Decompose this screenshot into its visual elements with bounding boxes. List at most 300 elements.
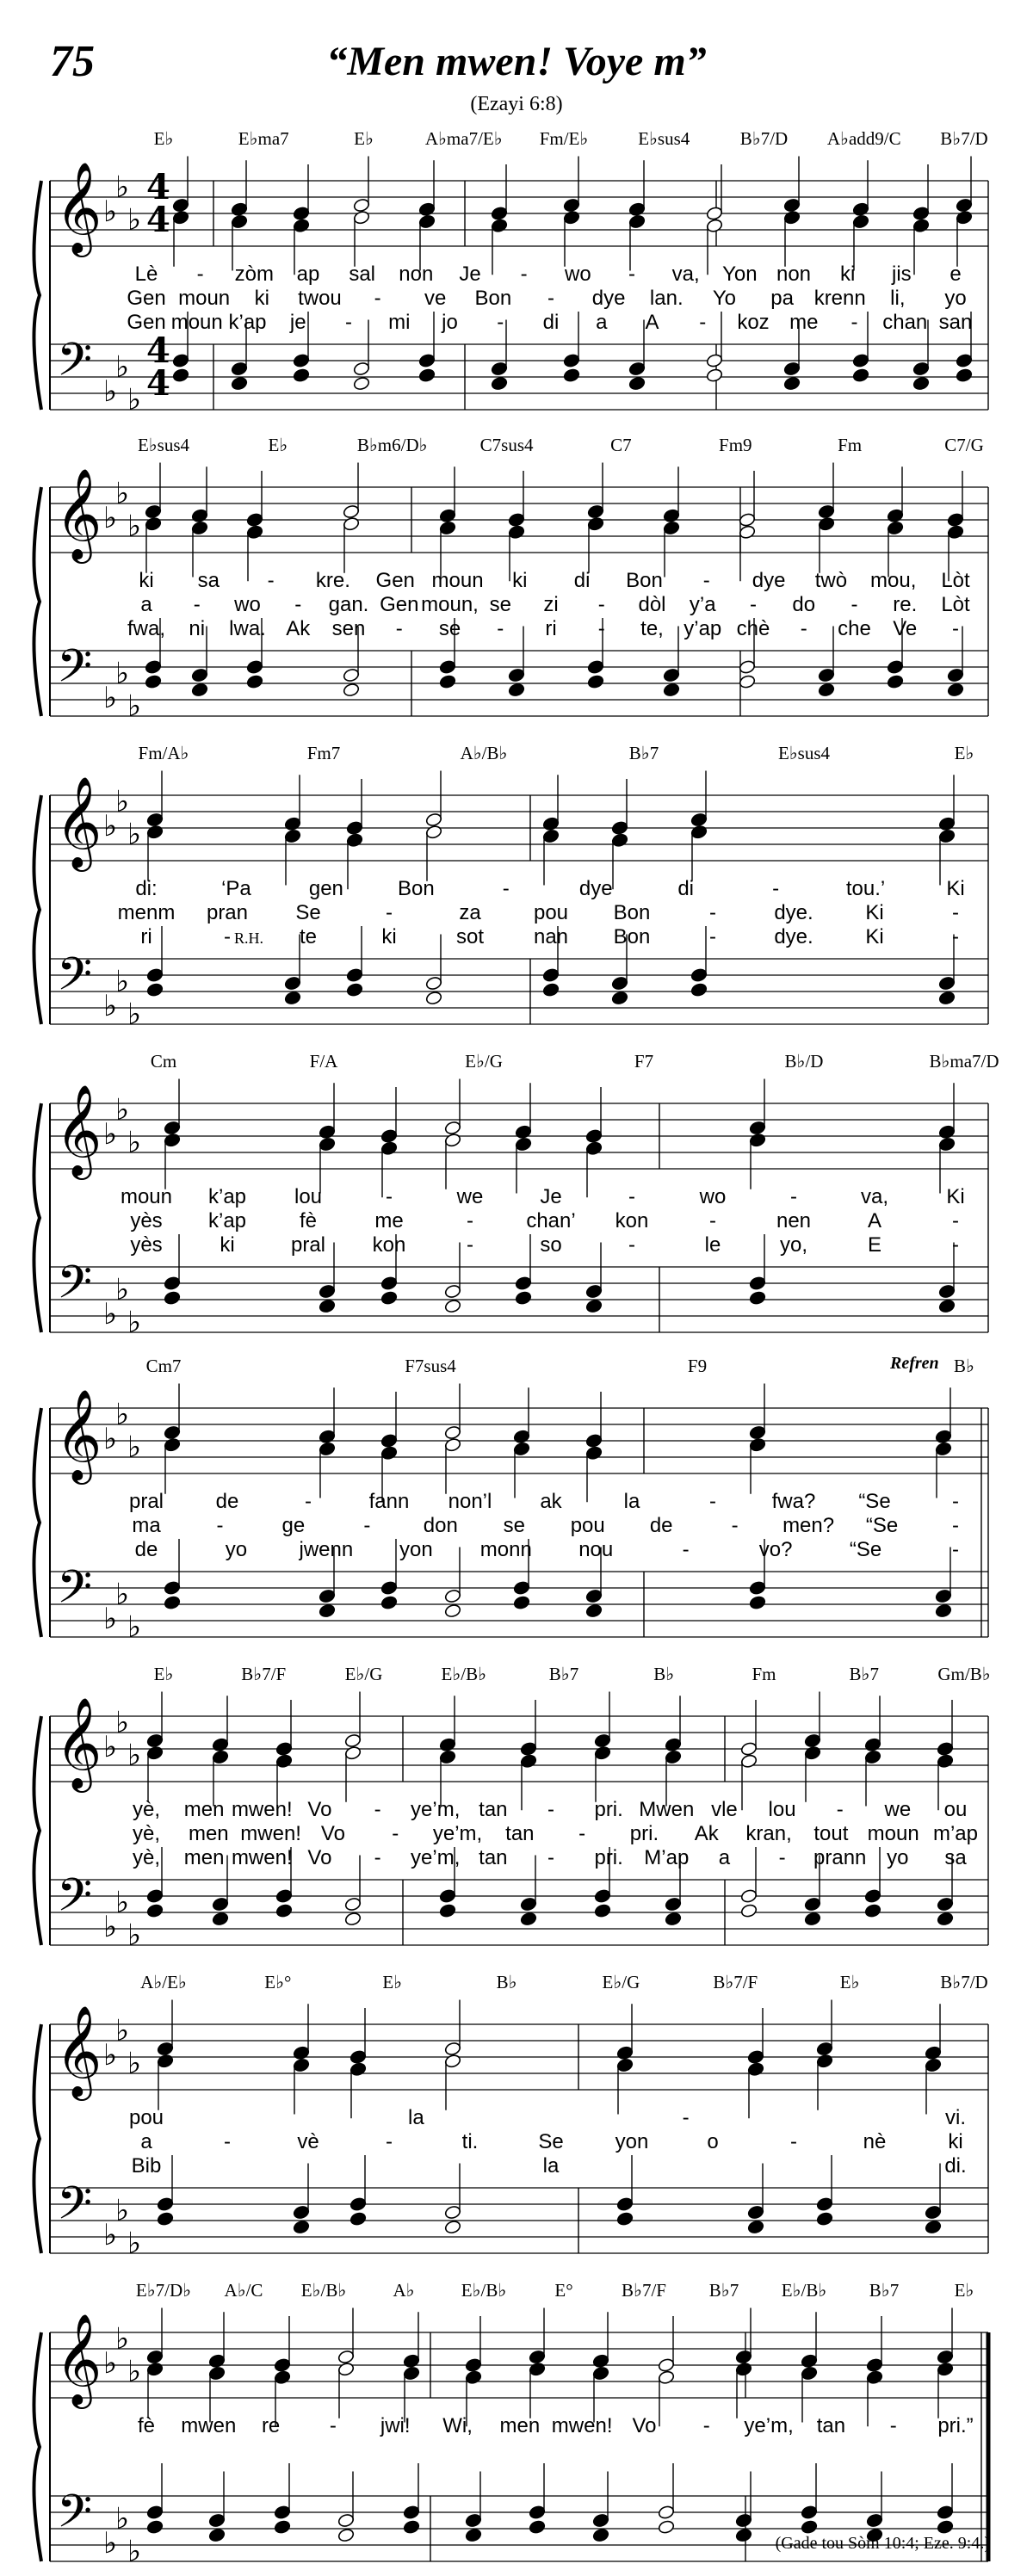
chord-symbol: E♭sus4 <box>137 435 190 455</box>
lyric-syllable: Lòt <box>941 593 970 616</box>
chord-symbol: B♭7/F <box>241 1664 287 1684</box>
chord-symbols <box>140 1972 988 1992</box>
lyric-syllable: Yo <box>712 287 737 310</box>
lyric-syllable: Gen <box>127 311 166 334</box>
system-brace <box>34 2024 41 2253</box>
lyric-syllable: we <box>884 1798 912 1821</box>
treble-clef-icon: 𝄞 <box>55 2313 102 2405</box>
right-hand-annotation: R.H. <box>234 930 264 947</box>
flat-sign-icon: ♭ <box>127 689 142 724</box>
chord-symbol: A♭/C <box>224 2280 263 2301</box>
lyric-syllable: don <box>423 1514 458 1537</box>
lyric-syllable: mwen <box>181 2414 237 2437</box>
music-system <box>34 1051 999 1332</box>
lyric-syllable: yè, <box>132 1822 161 1845</box>
flat-sign-icon: ♭ <box>103 1117 118 1152</box>
lyric-syllable: li, <box>890 287 906 310</box>
flat-sign-icon: ♭ <box>115 1885 130 1920</box>
lyric-syllable: lwa. <box>229 617 266 640</box>
lyric-syllable: men <box>183 1846 225 1869</box>
lyric-syllable: la <box>623 1490 640 1513</box>
lyric-syllable: - <box>547 1798 554 1821</box>
notes <box>157 2000 942 2235</box>
lyric-syllable: Ki <box>946 1185 965 1208</box>
chord-symbol: B♭7 <box>708 2280 739 2301</box>
lyric-syllable: di: <box>135 877 158 900</box>
lyric-syllable: Se <box>538 2130 564 2153</box>
lyric-syllable: Lòt <box>941 569 970 592</box>
lyric-syllable: Gen <box>380 593 419 616</box>
chord-symbol: E♭sus4 <box>777 743 831 763</box>
chord-symbol: E♭ma7 <box>238 128 289 149</box>
chord-symbol: E° <box>554 2280 573 2301</box>
lyric-syllable: dye. <box>774 901 813 924</box>
flat-sign-icon: ♭ <box>127 1918 142 1953</box>
lyric-syllable: - <box>851 593 858 616</box>
chord-symbol: B♭ <box>496 1972 517 1992</box>
lyric-syllable: yès <box>130 1233 163 1257</box>
flat-sign-icon: ♭ <box>115 2321 130 2357</box>
lyric-syllable: - <box>952 925 959 948</box>
lyric-syllable: re. <box>893 593 918 616</box>
chord-symbol: C7/G <box>944 435 984 455</box>
chord-symbol: Fm <box>838 435 863 455</box>
lyric-syllable: dye <box>752 569 786 592</box>
lyric-syllable: pri. <box>594 1798 623 1821</box>
lyric-syllable: Yon <box>722 263 758 286</box>
lyric-line <box>138 2414 974 2437</box>
treble-staff <box>50 1716 988 1782</box>
lyric-syllable: me <box>374 1209 404 1232</box>
treble-clef-icon: 𝄞 <box>55 1696 102 1788</box>
lyric-syllable: pou <box>570 1514 605 1537</box>
lyric-line <box>135 263 962 286</box>
lyric-syllable: yo <box>887 1846 909 1869</box>
time-signature: 4 <box>146 330 170 371</box>
flat-sign-icon: ♭ <box>115 964 130 999</box>
lyric-syllable: te, <box>640 617 664 640</box>
lyric-syllable: de <box>649 1514 673 1537</box>
chord-symbol: B♭7/D <box>940 128 988 149</box>
lyric-line <box>118 901 959 924</box>
lyric-syllable: Bon <box>397 877 435 900</box>
lyric-syllable: dòl <box>638 593 666 616</box>
treble-clef-icon: 𝄞 <box>55 1388 102 1480</box>
system-brace <box>34 795 41 1024</box>
flat-sign-icon: ♭ <box>127 2046 142 2081</box>
lyric-syllable: dye. <box>774 925 813 948</box>
chord-symbol: Fm <box>752 1664 776 1684</box>
notes <box>146 771 956 1006</box>
lyric-syllable: - <box>836 1798 844 1821</box>
chord-symbol: A♭add9/C <box>826 128 901 149</box>
lyric-syllable: wo <box>699 1185 727 1208</box>
lyric-syllable: vle <box>711 1798 738 1821</box>
flat-sign-icon: ♭ <box>115 656 130 691</box>
chord-symbol: E♭/G <box>602 1972 640 1992</box>
treble-staff <box>50 181 988 246</box>
lyric-syllable: - <box>267 569 275 592</box>
lyric-syllable: - <box>952 617 959 640</box>
lyric-syllable: kon <box>615 1209 649 1232</box>
lyric-syllable: - <box>294 593 302 616</box>
lyric-syllable: moun, <box>421 593 479 616</box>
chord-symbol: E♭ <box>153 128 174 149</box>
lyric-syllable: - <box>709 1490 716 1513</box>
lyric-syllable: - <box>699 311 707 334</box>
treble-clef-icon: 𝄞 <box>55 467 102 559</box>
time-signature: 4 <box>146 200 170 240</box>
lyric-syllable: do <box>792 593 816 616</box>
lyric-syllable: - <box>709 901 716 924</box>
lyric-syllable: - <box>709 925 716 948</box>
lyric-line <box>127 311 972 334</box>
lyric-syllable: ye’m, <box>411 1846 461 1869</box>
lyric-syllable: a <box>718 1846 731 1869</box>
lyric-syllable: yo, <box>779 1233 808 1257</box>
bass-clef-icon: 𝄢 <box>57 1257 93 1320</box>
lyric-syllable: - <box>374 1846 381 1869</box>
lyric-syllable: ge <box>281 1514 306 1537</box>
song-title: “Men mwen! Voye m” <box>326 39 707 84</box>
lyric-syllable: ki <box>381 925 397 948</box>
lyric-syllable: moun <box>867 1822 919 1845</box>
lyric-syllable: - <box>196 263 204 286</box>
lyric-syllable: lou <box>294 1185 323 1208</box>
time-signature: 4 <box>146 363 170 404</box>
lyric-syllable: - <box>628 263 635 286</box>
lyric-syllable: mwen! <box>551 2414 613 2437</box>
lyric-syllable: Ve <box>893 617 918 640</box>
flat-sign-icon: ♭ <box>115 1705 130 1740</box>
lyric-syllable: te <box>299 925 318 948</box>
lyric-syllable: gan. <box>328 593 369 616</box>
song-number: 75 <box>50 37 95 86</box>
lyric-syllable: - <box>778 1846 786 1869</box>
flat-sign-icon: ♭ <box>103 195 118 229</box>
chord-symbol: Fm/A♭ <box>138 743 189 763</box>
chord-symbol: Fm7 <box>306 743 341 763</box>
lyric-syllable: - <box>772 877 780 900</box>
lyric-syllable: e <box>949 263 962 286</box>
lyric-syllable: Vo <box>307 1846 332 1869</box>
lyric-syllable: - <box>597 593 605 616</box>
lyric-line <box>133 1846 967 1869</box>
lyric-syllable: la <box>542 2154 560 2178</box>
lyric-syllable: non <box>776 263 812 286</box>
lyric-syllable: twou <box>298 287 342 310</box>
lyric-syllable: yon <box>615 2130 649 2153</box>
lyric-syllable: - <box>547 1846 554 1869</box>
lyric-syllable: Ak <box>286 617 311 640</box>
lyric-syllable: yès <box>130 1209 163 1232</box>
chord-symbol: B♭7/D <box>739 128 789 149</box>
flat-sign-icon: ♭ <box>103 2218 118 2252</box>
lyric-syllable: k’ap <box>207 1209 247 1232</box>
flat-sign-icon: ♭ <box>115 1577 130 1612</box>
chord-symbols <box>136 2280 974 2301</box>
lyric-syllable: za <box>459 901 481 924</box>
lyric-syllable: Ak <box>694 1822 719 1845</box>
lyric-syllable: pran <box>206 901 249 924</box>
lyric-syllable: ye’m, <box>432 1822 483 1845</box>
lyric-syllable: prann <box>813 1846 867 1869</box>
lyric-syllable: - <box>497 311 504 334</box>
lyric-syllable: le <box>704 1233 721 1257</box>
chord-symbol: E♭° <box>264 1972 292 1992</box>
system-brace <box>34 181 41 410</box>
lyric-syllable: de <box>215 1490 239 1513</box>
lyric-syllable: - <box>467 1233 473 1257</box>
lyric-syllable: krenn <box>813 287 866 310</box>
lyric-syllable: y’ap <box>684 617 722 640</box>
lyric-syllable: nou <box>578 1538 614 1561</box>
lyric-syllable: moun <box>178 287 231 310</box>
chord-symbol: B♭ma7/D <box>929 1051 999 1072</box>
lyric-syllable: tou.’ <box>845 877 886 900</box>
lyric-syllable: Gen <box>375 569 415 592</box>
chord-symbol: B♭m6/D♭ <box>356 435 428 455</box>
chord-symbol: Cm <box>150 1051 177 1072</box>
flat-sign-icon: ♭ <box>127 2226 142 2261</box>
bass-staff <box>50 2188 988 2253</box>
lyric-syllable: sa <box>944 1846 967 1869</box>
lyric-syllable: ak <box>540 1490 562 1513</box>
chord-symbols <box>151 1051 999 1072</box>
chord-symbol: E♭ <box>839 1972 860 1992</box>
lyric-syllable: yè, <box>132 1798 161 1821</box>
lyric-syllable: che <box>838 617 871 640</box>
bass-clef-icon: 𝄢 <box>57 1869 93 1933</box>
chord-symbol: B♭7/F <box>713 1972 758 1992</box>
lyric-syllable: yo <box>225 1538 248 1561</box>
lyric-syllable: jis <box>891 263 912 286</box>
lyric-syllable: mou, <box>870 569 917 592</box>
lyric-syllable: ki <box>948 2130 963 2153</box>
lyric-syllable: chan’ <box>526 1209 576 1232</box>
lyric-syllable: Ki <box>946 877 965 900</box>
bass-staff <box>50 651 988 716</box>
lyric-syllable: ki <box>839 263 856 286</box>
lyric-line <box>135 1538 959 1561</box>
chord-symbol: B♭7/D <box>940 1972 988 1992</box>
lyric-syllable: pri.” <box>937 2414 974 2437</box>
lyric-syllable: - <box>597 617 605 640</box>
chord-symbol: E♭ <box>153 1664 174 1684</box>
flat-sign-icon: ♭ <box>115 2193 130 2228</box>
lyric-syllable: - <box>386 2130 393 2153</box>
lyric-syllable: ou <box>943 1798 968 1821</box>
chord-symbol: Cm7 <box>145 1356 182 1376</box>
lyric-syllable: pou <box>128 2106 164 2129</box>
lyric-syllable: ki <box>220 1233 235 1257</box>
lyric-syllable: “Se <box>865 1514 899 1537</box>
flat-sign-icon: ♭ <box>127 817 142 852</box>
chord-symbol: E♭/B♭ <box>781 2280 827 2301</box>
scripture-reference: (Ezayi 6:8) <box>470 93 563 115</box>
flat-sign-icon: ♭ <box>115 1272 130 1307</box>
flat-sign-icon: ♭ <box>103 681 118 715</box>
lyric-syllable: ni <box>189 617 206 640</box>
lyric-syllable: yon <box>399 1538 433 1561</box>
lyric-syllable: se <box>438 617 461 640</box>
system-brace <box>34 487 41 716</box>
lyric-syllable: la <box>407 2106 424 2129</box>
flat-sign-icon: ♭ <box>103 2038 118 2073</box>
lyric-syllable: a <box>596 311 608 334</box>
lyric-syllable: zi <box>543 593 559 616</box>
flat-sign-icon: ♭ <box>115 784 130 819</box>
system-brace <box>34 2332 41 2561</box>
lyric-syllable: ma <box>132 1514 161 1537</box>
treble-clef-icon: 𝄞 <box>55 1084 102 1176</box>
lyric-syllable: ye’m, <box>744 2414 794 2437</box>
lyric-syllable: lou <box>768 1798 796 1821</box>
lyric-syllable: Vo <box>320 1822 345 1845</box>
lyric-syllable: va, <box>671 263 700 286</box>
lyric-syllable: wo <box>564 263 591 286</box>
chord-symbol: E♭sus4 <box>638 128 690 149</box>
lyric-line <box>127 287 966 310</box>
chord-symbol: E♭/B♭ <box>441 1664 486 1684</box>
lyric-syllable: pral <box>290 1233 326 1257</box>
lyric-syllable: di <box>573 569 591 592</box>
lyric-line <box>135 877 964 900</box>
lyric-syllable: dye <box>591 287 626 310</box>
lyric-syllable: - <box>702 569 710 592</box>
chord-symbol: C7 <box>610 435 632 455</box>
treble-clef-icon: 𝄞 <box>55 775 102 868</box>
chord-symbol: C7sus4 <box>479 435 534 455</box>
lyric-syllable: Bon <box>613 901 651 924</box>
lyric-syllable: monn <box>479 1538 532 1561</box>
lyric-syllable: men <box>188 1822 229 1845</box>
lyric-syllable: Bon <box>474 287 512 310</box>
chord-symbol: F9 <box>687 1356 708 1376</box>
lyric-syllable: jo <box>442 311 458 334</box>
lyric-syllable: m’ap <box>932 1822 979 1845</box>
lyric-syllable: - <box>216 1514 224 1537</box>
lyric-syllable: gen <box>308 877 343 900</box>
lyric-syllable: men <box>499 2414 541 2437</box>
lyric-syllable: - <box>952 1209 959 1232</box>
flat-sign-icon: ♭ <box>127 1430 142 1465</box>
lyric-syllable: - <box>467 1209 473 1232</box>
system-brace <box>34 1408 41 1637</box>
chord-symbol: F7 <box>634 1051 654 1072</box>
lyric-syllable: mi <box>388 311 411 334</box>
lyric-syllable: pral <box>128 1490 164 1513</box>
lyric-syllable: va, <box>860 1185 889 1208</box>
lyric-syllable: vi. <box>945 2106 966 2129</box>
bass-clef-icon: 𝄢 <box>57 1561 93 1625</box>
chord-symbols <box>138 435 984 455</box>
lyric-line <box>133 1798 967 1821</box>
lyric-syllable: menm <box>117 901 176 924</box>
lyric-syllable: zòm <box>234 263 275 286</box>
chord-symbols <box>139 743 974 763</box>
lyric-syllable: men <box>183 1798 225 1821</box>
lyric-syllable: fwa, <box>127 617 166 640</box>
lyric-syllable: - <box>395 617 403 640</box>
flat-sign-icon: ♭ <box>127 1738 142 1773</box>
lyric-syllable: moun <box>170 311 223 334</box>
treble-staff <box>50 2024 988 2090</box>
lyric-line <box>127 617 959 640</box>
lyric-syllable: men? <box>782 1514 835 1537</box>
lyric-syllable: je <box>289 311 306 334</box>
flat-sign-icon: ♭ <box>103 2526 118 2561</box>
lyric-syllable: nè <box>863 2130 887 2153</box>
lyric-line <box>140 2130 962 2153</box>
flat-sign-icon: ♭ <box>103 1297 118 1331</box>
lyric-syllable: - <box>374 287 381 310</box>
music-system <box>34 1664 990 1945</box>
lyric-syllable: tan <box>479 1846 508 1869</box>
time-signature: 4 <box>146 167 170 207</box>
flat-sign-icon: ♭ <box>127 382 142 417</box>
lyric-syllable: - <box>305 1490 312 1513</box>
chord-symbol: Fm/E♭ <box>539 128 589 149</box>
lyric-syllable: y’a <box>689 593 716 616</box>
lyric-syllable: - <box>193 593 201 616</box>
lyric-syllable: non <box>399 263 434 286</box>
lyric-syllable: lan. <box>649 287 684 310</box>
music-system <box>34 435 988 716</box>
lyric-syllable: pri. <box>594 1846 623 1869</box>
lyric-syllable: fè <box>299 1209 318 1232</box>
lyric-syllable: koz <box>737 311 770 334</box>
chord-symbol: E♭ <box>954 743 974 763</box>
lyric-line <box>121 1185 965 1208</box>
lyric-syllable: - <box>790 2130 797 2153</box>
lyric-line <box>130 1233 959 1257</box>
music-system <box>34 1972 988 2253</box>
lyric-syllable: - <box>952 1514 959 1537</box>
chord-symbol: E♭ <box>954 2280 974 2301</box>
lyric-syllable: a <box>140 593 152 616</box>
refrain-label: Refren <box>890 1354 939 1373</box>
lyric-syllable: sot <box>455 925 485 948</box>
flat-sign-icon: ♭ <box>115 349 130 385</box>
lyric-syllable: twò <box>814 569 848 592</box>
treble-staff <box>50 795 988 861</box>
chord-symbol: E♭ <box>354 128 374 149</box>
lyric-syllable: tan <box>816 2414 846 2437</box>
lyric-syllable: sal <box>349 263 376 286</box>
chord-symbol: A♭/E♭ <box>140 1972 187 1992</box>
lyric-syllable: mwen! <box>231 1846 293 1869</box>
chord-symbols <box>154 128 988 149</box>
lyric-syllable: - <box>709 1209 716 1232</box>
chord-symbol: Fm9 <box>719 435 752 455</box>
flat-sign-icon: ♭ <box>127 1305 142 1340</box>
treble-clef-icon: 𝄞 <box>55 161 102 253</box>
lyric-syllable: dye <box>578 877 613 900</box>
lyric-line <box>130 1209 959 1232</box>
lyric-syllable: ti. <box>461 2130 479 2153</box>
lyric-syllable: M’ap <box>644 1846 690 1869</box>
lyric-syllable: - <box>952 901 959 924</box>
lyric-line <box>132 2154 967 2178</box>
lyric-syllable: Gen <box>127 287 166 310</box>
lyric-syllable: pou <box>533 901 569 924</box>
lyric-syllable: - <box>800 617 807 640</box>
lyric-syllable: Bib <box>131 2154 162 2178</box>
lyric-syllable: - <box>497 617 504 640</box>
lyric-syllable: fwa? <box>771 1490 816 1513</box>
chord-symbol: F/A <box>309 1051 338 1072</box>
